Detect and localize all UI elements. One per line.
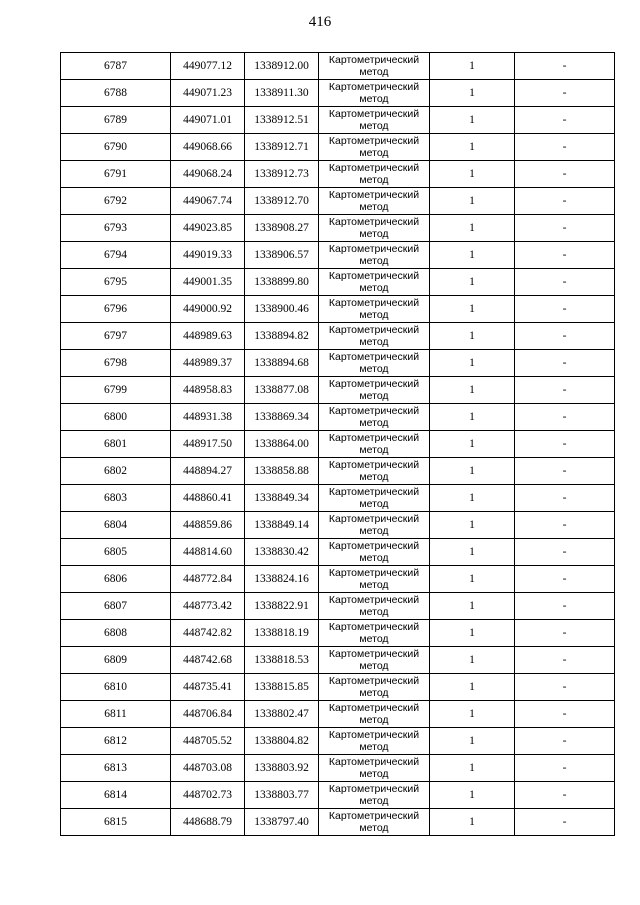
note-cell: -: [515, 350, 615, 377]
quantity-cell: 1: [430, 566, 515, 593]
x-coordinate-cell: 449071.01: [171, 107, 245, 134]
method-cell: [319, 404, 430, 431]
quantity-cell: 1: [430, 431, 515, 458]
method-cell: [319, 593, 430, 620]
quantity-cell: 1: [430, 728, 515, 755]
x-coordinate-cell: 448931.38: [171, 404, 245, 431]
method-text-line: Картометрический: [328, 513, 420, 525]
point-number-cell: 6815: [61, 809, 171, 836]
quantity-cell: 1: [430, 161, 515, 188]
note-cell: -: [515, 431, 615, 458]
quantity-cell: 1: [430, 701, 515, 728]
table-row: [61, 134, 615, 161]
y-coordinate-cell: 1338912.00: [245, 53, 319, 80]
note-cell: -: [515, 566, 615, 593]
coordinates-table-body: [61, 53, 615, 836]
x-coordinate-cell: 449068.24: [171, 161, 245, 188]
point-number-cell: 6801: [61, 431, 171, 458]
method-text-line: Картометрический: [328, 540, 420, 552]
method-cell: [319, 431, 430, 458]
method-text-line: Картометрический: [328, 108, 420, 120]
point-number-cell: 6809: [61, 647, 171, 674]
y-coordinate-cell: 1338912.73: [245, 161, 319, 188]
method-text-line: метод: [359, 606, 389, 618]
method-text-line: Картометрический: [328, 567, 420, 579]
y-coordinate-cell: 1338830.42: [245, 539, 319, 566]
y-coordinate-cell: 1338894.68: [245, 350, 319, 377]
x-coordinate-cell: 448703.08: [171, 755, 245, 782]
point-number-cell: 6791: [61, 161, 171, 188]
point-number-cell: 6813: [61, 755, 171, 782]
quantity-cell: 1: [430, 323, 515, 350]
point-number-cell: 6794: [61, 242, 171, 269]
x-coordinate-cell: 448989.37: [171, 350, 245, 377]
method-text-line: метод: [359, 363, 389, 375]
table-row: [61, 215, 615, 242]
method-text-line: Картометрический: [328, 459, 420, 471]
method-cell: [319, 188, 430, 215]
x-coordinate-cell: 449077.12: [171, 53, 245, 80]
table-row: [61, 512, 615, 539]
method-text-line: Картометрический: [328, 810, 420, 822]
y-coordinate-cell: 1338803.77: [245, 782, 319, 809]
table-row: [61, 755, 615, 782]
note-cell: -: [515, 53, 615, 80]
y-coordinate-cell: 1338899.80: [245, 269, 319, 296]
method-text-line: метод: [359, 633, 389, 645]
y-coordinate-cell: 1338912.51: [245, 107, 319, 134]
method-text-line: Картометрический: [328, 54, 420, 66]
note-cell: -: [515, 620, 615, 647]
point-number-cell: 6792: [61, 188, 171, 215]
y-coordinate-cell: 1338900.46: [245, 296, 319, 323]
quantity-cell: 1: [430, 350, 515, 377]
x-coordinate-cell: 448702.73: [171, 782, 245, 809]
point-number-cell: 6814: [61, 782, 171, 809]
quantity-cell: 1: [430, 674, 515, 701]
table-row: [61, 566, 615, 593]
method-text-line: Картометрический: [328, 189, 420, 201]
method-text-line: Картометрический: [328, 378, 420, 390]
y-coordinate-cell: 1338815.85: [245, 674, 319, 701]
method-cell: [319, 512, 430, 539]
quantity-cell: 1: [430, 188, 515, 215]
note-cell: -: [515, 377, 615, 404]
method-text-line: метод: [359, 552, 389, 564]
x-coordinate-cell: 448958.83: [171, 377, 245, 404]
method-text-line: Картометрический: [328, 297, 420, 309]
note-cell: -: [515, 782, 615, 809]
method-text-line: Картометрический: [328, 675, 420, 687]
note-cell: -: [515, 80, 615, 107]
y-coordinate-cell: 1338802.47: [245, 701, 319, 728]
quantity-cell: 1: [430, 80, 515, 107]
method-text-line: метод: [359, 93, 389, 105]
y-coordinate-cell: 1338849.14: [245, 512, 319, 539]
x-coordinate-cell: 448860.41: [171, 485, 245, 512]
method-cell: [319, 782, 430, 809]
note-cell: -: [515, 188, 615, 215]
x-coordinate-cell: 448859.86: [171, 512, 245, 539]
x-coordinate-cell: 448742.82: [171, 620, 245, 647]
table-row: [61, 161, 615, 188]
note-cell: -: [515, 701, 615, 728]
method-cell: [319, 620, 430, 647]
point-number-cell: 6790: [61, 134, 171, 161]
y-coordinate-cell: 1338908.27: [245, 215, 319, 242]
x-coordinate-cell: 448705.52: [171, 728, 245, 755]
x-coordinate-cell: 449023.85: [171, 215, 245, 242]
method-text-line: Картометрический: [328, 594, 420, 606]
method-text-line: Картометрический: [328, 162, 420, 174]
table-row: [61, 539, 615, 566]
point-number-cell: 6805: [61, 539, 171, 566]
point-number-cell: 6789: [61, 107, 171, 134]
method-text-line: метод: [359, 309, 389, 321]
table-row: [61, 809, 615, 836]
method-text-line: Картометрический: [328, 81, 420, 93]
y-coordinate-cell: 1338797.40: [245, 809, 319, 836]
method-text-line: Картометрический: [328, 216, 420, 228]
method-cell: [319, 809, 430, 836]
table-row: [61, 269, 615, 296]
y-coordinate-cell: 1338824.16: [245, 566, 319, 593]
table-row: [61, 377, 615, 404]
note-cell: -: [515, 485, 615, 512]
method-text-line: метод: [359, 795, 389, 807]
method-cell: [319, 296, 430, 323]
quantity-cell: 1: [430, 485, 515, 512]
method-cell: [319, 728, 430, 755]
method-cell: [319, 701, 430, 728]
method-text-line: Картометрический: [328, 432, 420, 444]
point-number-cell: 6796: [61, 296, 171, 323]
note-cell: -: [515, 242, 615, 269]
method-cell: [319, 539, 430, 566]
y-coordinate-cell: 1338869.34: [245, 404, 319, 431]
y-coordinate-cell: 1338822.91: [245, 593, 319, 620]
y-coordinate-cell: 1338912.71: [245, 134, 319, 161]
y-coordinate-cell: 1338912.70: [245, 188, 319, 215]
x-coordinate-cell: 449019.33: [171, 242, 245, 269]
point-number-cell: 6808: [61, 620, 171, 647]
x-coordinate-cell: 449001.35: [171, 269, 245, 296]
method-text-line: метод: [359, 714, 389, 726]
method-cell: [319, 377, 430, 404]
x-coordinate-cell: 448894.27: [171, 458, 245, 485]
method-cell: [319, 350, 430, 377]
note-cell: -: [515, 647, 615, 674]
coordinates-table: [60, 52, 615, 836]
quantity-cell: 1: [430, 755, 515, 782]
point-number-cell: 6788: [61, 80, 171, 107]
point-number-cell: 6795: [61, 269, 171, 296]
method-text-line: Картометрический: [328, 243, 420, 255]
method-cell: [319, 674, 430, 701]
method-text-line: Картометрический: [328, 486, 420, 498]
table-row: [61, 188, 615, 215]
note-cell: -: [515, 323, 615, 350]
quantity-cell: 1: [430, 404, 515, 431]
method-text-line: Картометрический: [328, 351, 420, 363]
point-number-cell: 6800: [61, 404, 171, 431]
table-row: [61, 620, 615, 647]
method-cell: [319, 80, 430, 107]
x-coordinate-cell: 449000.92: [171, 296, 245, 323]
quantity-cell: 1: [430, 782, 515, 809]
x-coordinate-cell: 448688.79: [171, 809, 245, 836]
method-text-line: метод: [359, 525, 389, 537]
method-text-line: метод: [359, 741, 389, 753]
page-number: 416: [308, 14, 332, 30]
method-text-line: метод: [359, 228, 389, 240]
method-text-line: Картометрический: [328, 135, 420, 147]
method-text-line: метод: [359, 120, 389, 132]
point-number-cell: 6810: [61, 674, 171, 701]
method-text-line: метод: [359, 66, 389, 78]
note-cell: -: [515, 404, 615, 431]
note-cell: -: [515, 458, 615, 485]
method-cell: [319, 485, 430, 512]
method-text-line: метод: [359, 201, 389, 213]
table-row: [61, 701, 615, 728]
method-cell: [319, 755, 430, 782]
table-row: [61, 323, 615, 350]
y-coordinate-cell: 1338804.82: [245, 728, 319, 755]
y-coordinate-cell: 1338849.34: [245, 485, 319, 512]
note-cell: -: [515, 728, 615, 755]
method-text-line: Картометрический: [328, 270, 420, 282]
note-cell: -: [515, 296, 615, 323]
y-coordinate-cell: 1338911.30: [245, 80, 319, 107]
quantity-cell: 1: [430, 458, 515, 485]
method-text-line: метод: [359, 687, 389, 699]
note-cell: -: [515, 107, 615, 134]
note-cell: -: [515, 809, 615, 836]
note-cell: -: [515, 539, 615, 566]
x-coordinate-cell: 448773.42: [171, 593, 245, 620]
quantity-cell: 1: [430, 107, 515, 134]
table-row: [61, 647, 615, 674]
method-cell: [319, 566, 430, 593]
note-cell: -: [515, 593, 615, 620]
method-cell: [319, 323, 430, 350]
method-cell: [319, 53, 430, 80]
method-text-line: метод: [359, 255, 389, 267]
table-row: [61, 80, 615, 107]
method-text-line: Картометрический: [328, 621, 420, 633]
quantity-cell: 1: [430, 53, 515, 80]
quantity-cell: 1: [430, 296, 515, 323]
note-cell: -: [515, 269, 615, 296]
quantity-cell: 1: [430, 215, 515, 242]
table-row: [61, 404, 615, 431]
method-text-line: Картометрический: [328, 783, 420, 795]
point-number-cell: 6811: [61, 701, 171, 728]
point-number-cell: 6806: [61, 566, 171, 593]
table-row: [61, 53, 615, 80]
method-text-line: метод: [359, 417, 389, 429]
method-cell: [319, 107, 430, 134]
quantity-cell: 1: [430, 809, 515, 836]
x-coordinate-cell: 448772.84: [171, 566, 245, 593]
y-coordinate-cell: 1338858.88: [245, 458, 319, 485]
quantity-cell: 1: [430, 593, 515, 620]
method-cell: [319, 134, 430, 161]
method-text-line: Картометрический: [328, 405, 420, 417]
y-coordinate-cell: 1338818.19: [245, 620, 319, 647]
table-row: [61, 728, 615, 755]
method-text-line: метод: [359, 822, 389, 834]
x-coordinate-cell: 448989.63: [171, 323, 245, 350]
y-coordinate-cell: 1338906.57: [245, 242, 319, 269]
note-cell: -: [515, 512, 615, 539]
x-coordinate-cell: 448917.50: [171, 431, 245, 458]
method-cell: [319, 458, 430, 485]
table-row: [61, 431, 615, 458]
table-row: [61, 485, 615, 512]
point-number-cell: 6797: [61, 323, 171, 350]
method-text-line: метод: [359, 498, 389, 510]
x-coordinate-cell: 448814.60: [171, 539, 245, 566]
point-number-cell: 6802: [61, 458, 171, 485]
point-number-cell: 6807: [61, 593, 171, 620]
note-cell: -: [515, 215, 615, 242]
table-row: [61, 593, 615, 620]
table-row: [61, 458, 615, 485]
method-text-line: метод: [359, 174, 389, 186]
table-row: [61, 296, 615, 323]
quantity-cell: 1: [430, 377, 515, 404]
method-text-line: метод: [359, 768, 389, 780]
x-coordinate-cell: 448706.84: [171, 701, 245, 728]
method-cell: [319, 215, 430, 242]
point-number-cell: 6799: [61, 377, 171, 404]
y-coordinate-cell: 1338818.53: [245, 647, 319, 674]
method-text-line: Картометрический: [328, 324, 420, 336]
y-coordinate-cell: 1338803.92: [245, 755, 319, 782]
quantity-cell: 1: [430, 512, 515, 539]
quantity-cell: 1: [430, 620, 515, 647]
table-row: [61, 242, 615, 269]
method-text-line: метод: [359, 147, 389, 159]
x-coordinate-cell: 449068.66: [171, 134, 245, 161]
point-number-cell: 6812: [61, 728, 171, 755]
method-text-line: Картометрический: [328, 756, 420, 768]
quantity-cell: 1: [430, 134, 515, 161]
method-text-line: метод: [359, 444, 389, 456]
method-cell: [319, 269, 430, 296]
y-coordinate-cell: 1338877.08: [245, 377, 319, 404]
method-text-line: метод: [359, 282, 389, 294]
x-coordinate-cell: 449067.74: [171, 188, 245, 215]
method-text-line: метод: [359, 390, 389, 402]
method-text-line: Картометрический: [328, 648, 420, 660]
point-number-cell: 6804: [61, 512, 171, 539]
quantity-cell: 1: [430, 269, 515, 296]
y-coordinate-cell: 1338894.82: [245, 323, 319, 350]
note-cell: -: [515, 161, 615, 188]
table-row: [61, 107, 615, 134]
method-cell: [319, 242, 430, 269]
point-number-cell: 6798: [61, 350, 171, 377]
table-row: [61, 782, 615, 809]
x-coordinate-cell: 448735.41: [171, 674, 245, 701]
note-cell: -: [515, 674, 615, 701]
note-cell: -: [515, 134, 615, 161]
quantity-cell: 1: [430, 647, 515, 674]
quantity-cell: 1: [430, 242, 515, 269]
point-number-cell: 6803: [61, 485, 171, 512]
point-number-cell: 6793: [61, 215, 171, 242]
table-row: [61, 350, 615, 377]
method-text-line: метод: [359, 471, 389, 483]
method-text-line: метод: [359, 336, 389, 348]
method-text-line: метод: [359, 660, 389, 672]
method-cell: [319, 161, 430, 188]
y-coordinate-cell: 1338864.00: [245, 431, 319, 458]
point-number-cell: 6787: [61, 53, 171, 80]
method-text-line: метод: [359, 579, 389, 591]
x-coordinate-cell: 448742.68: [171, 647, 245, 674]
note-cell: -: [515, 755, 615, 782]
method-text-line: Картометрический: [328, 702, 420, 714]
quantity-cell: 1: [430, 539, 515, 566]
method-cell: [319, 647, 430, 674]
method-text-line: Картометрический: [328, 729, 420, 741]
x-coordinate-cell: 449071.23: [171, 80, 245, 107]
table-row: [61, 674, 615, 701]
